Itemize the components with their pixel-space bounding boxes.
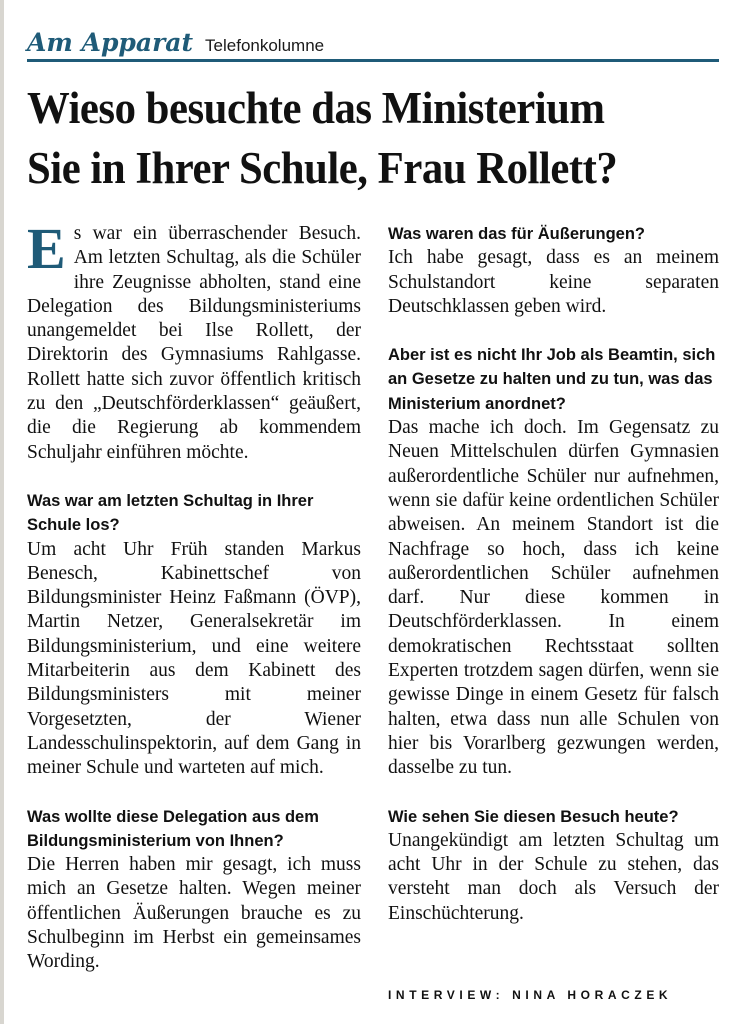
answer-5: Unangekündigt am letzten Schultag um acht Uhr in der Schule zu stehen, das versteht man doch als Versuch der Einschüchterung. [388, 829, 719, 924]
question-1: Was war am letzten Schultag in Ihrer Schule los? [27, 491, 314, 535]
question-4: Aber ist es nicht Ihr Job als Beamtin, sich an Gesetze zu halten und zu tun, was das Ministerium anordnet? [388, 346, 716, 413]
column-brand: Am Apparat [27, 28, 194, 57]
headline-line-2: Sie in Ihrer Schule, Frau Rollett? [27, 143, 618, 193]
question-5: Wie sehen Sie diesen Besuch heute? [388, 807, 679, 826]
column-section: Telefonkolumne [205, 36, 325, 55]
header-rule [27, 59, 719, 62]
column-kicker [27, 28, 324, 57]
intro-text: s war ein überraschender Besuch. Am letzten Schultag, als die Schüler ihre Zeugnisse abholten, stand eine Delegation des Bildungsministeriums unangemeldet bei Ilse Rollett, der Direktorin des Gymnasiums Rahlgasse. Rollett hatte sich zuvor öffentlich kritisch zu den „Deutschförderklassen“ geäußert, die die Regierung ab kommendem Schuljahr einführen möchte. [27, 223, 361, 463]
answer-2: Die Herren haben mir gesagt, ich muss mich an Gesetze halten. Wegen meiner öffentlichen Äußerungen brauche es zu Schulbeginn im Herbst ein gemeinsames Wording. [27, 854, 361, 973]
headline-line-1: Wieso besuchte das Ministerium [27, 83, 605, 133]
left-column [27, 216, 361, 975]
page-edge [0, 0, 4, 1024]
interview-credit: INTERVIEW: NINA HORACZEK [388, 988, 673, 1002]
drop-cap: E [27, 216, 66, 281]
right-column [388, 222, 719, 926]
headline [27, 78, 617, 198]
intro-paragraph [27, 216, 361, 465]
question-3: Was waren das für Äußerungen? [388, 225, 646, 243]
answer-4: Das mache ich doch. Im Gegensatz zu Neuen Mittelschulen dürfen Gymnasien außerordentliche Schüler nur aufnehmen, wenn sie dafür keine ordentlichen Schüler abweisen. An meinem Standort ist die Nachfrage so hoch, dass ich keine außerordentlichen Schüler aufnehmen darf. Nur diese kommen in Deutschförderklassen. In einem demokratischen Rechtsstaat sollten Experten trotzdem sagen dürfen, wenn sie gewisse Dinge in einem Gesetz für falsch halten, etwa dass nun alle Schulen von hier bis Vorarlberg gezwungen werden, dasselbe zu tun. [388, 417, 719, 779]
answer-3: Ich habe gesagt, dass es an meinem Schulstandort keine separaten Deutschklassen geben wird. [388, 247, 719, 317]
question-2: Was wollte diese Delegation aus dem Bildungsministerium von Ihnen? [27, 807, 319, 850]
answer-1: Um acht Uhr Früh standen Markus Benesch, Kabinettschef von Bildungsminister Heinz Faßmann (ÖVP), Martin Netzer, Generalsekretär im Bildungsministerium, und eine weitere Mitarbeiterin aus dem Kabinett des Bildungsministers mit meiner Vorgesetzten, der Wiener Landesschulinspektorin, auf dem Gang in meiner Schule und warteten auf mich. [27, 538, 361, 779]
